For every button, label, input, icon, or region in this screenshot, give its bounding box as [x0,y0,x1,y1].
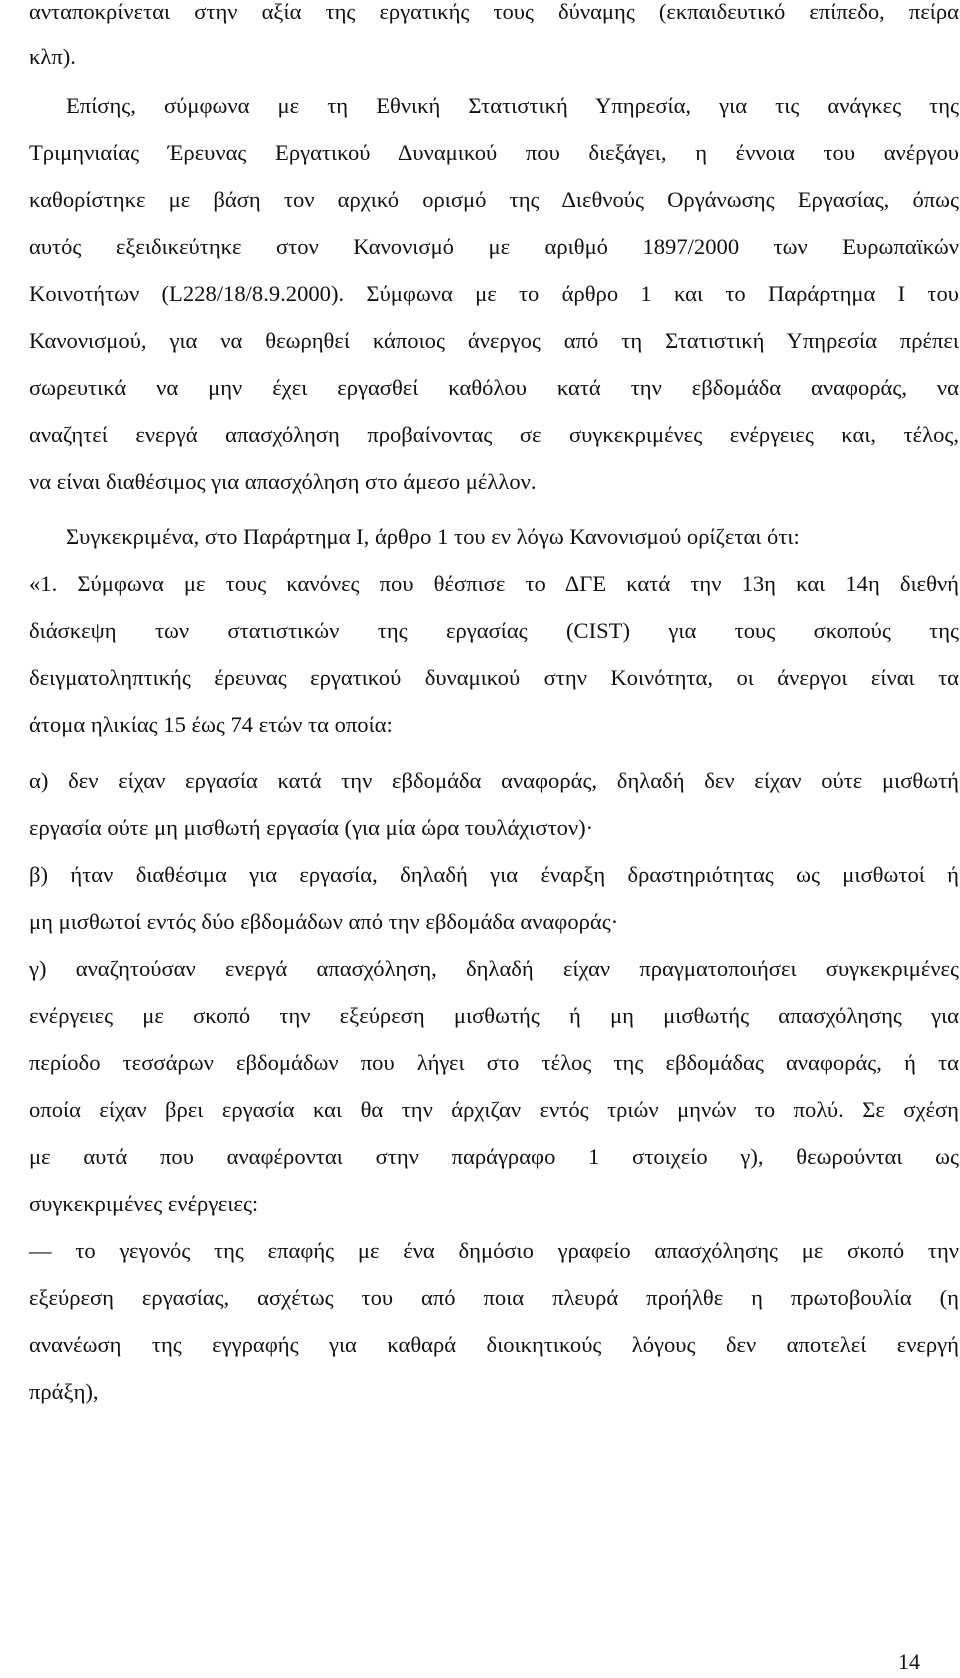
text-line: ανταποκρίνεται στην αξία της εργατικής τους δύναμης (εκπαιδευτικό επίπεδο, πείρα [29,0,959,24]
page-number: 14 [898,1649,920,1674]
list-item-c: γ) αναζητούσαν ενεργά απασχόληση, δηλαδή είχαν πραγματοποιήσει συγκεκριμένες [29,956,959,981]
text-line: αυτός εξειδικεύτηκε στον Κανονισμό με αριθμό 1897/2000 των Ευρωπαϊκών [29,234,959,259]
text-line: δειγματοληπτικής έρευνας εργατικού δυναμικού στην Κοινότητα, οι άνεργοι είναι τα [29,665,959,690]
text-line: οποία είχαν βρει εργασία και θα την άρχιζαν εντός τριών μηνών το πολύ. Σε σχέση [29,1097,959,1122]
text-line: Τριμηνιαίας Έρευνας Εργατικού Δυναμικού που διεξάγει, η έννοια του ανέργου [29,140,959,165]
dash-list-item: — το γεγονός της επαφής με ένα δημόσιο γραφείο απασχόλησης με σκοπό την [29,1238,959,1263]
text-line: να είναι διαθέσιμος για απασχόληση στο άμεσο μέλλον. [29,469,537,494]
text-line: μη μισθωτοί εντός δύο εβδομάδων από την εβδομάδα αναφοράς· [29,909,619,934]
text-line: καθορίστηκε με βάση τον αρχικό ορισμό της Διεθνούς Οργάνωσης Εργασίας, όπως [29,187,959,212]
list-item-a: α) δεν είχαν εργασία κατά την εβδομάδα αναφοράς, δηλαδή δεν είχαν ούτε μισθωτή [29,768,959,793]
text-line: πράξη), [29,1379,99,1404]
text-line: με αυτά που αναφέρονται στην παράγραφο 1 στοιχείο γ), θεωρούνται ως [29,1144,959,1169]
text-line: αναζητεί ενεργά απασχόληση προβαίνοντας σε συγκεκριμένες ενέργειες και, τέλος, [29,422,959,447]
paragraph-first-line: Επίσης, σύμφωνα με τη Εθνική Στατιστική Υπηρεσία, για τις ανάγκες της [66,93,959,118]
text-line: εργασία ούτε μη μισθωτή εργασία (για μία ώρα τουλάχιστον)· [29,815,594,840]
text-line: περίοδο τεσσάρων εβδομάδων που λήγει στο τέλος της εβδομάδας αναφοράς, ή τα [29,1050,959,1075]
list-item-b: β) ήταν διαθέσιμα για εργασία, δηλαδή για έναρξη δραστηριότητας ως μισθωτοί ή [29,862,959,887]
text-line: Κανονισμού, για να θεωρηθεί κάποιος άνεργος από τη Στατιστική Υπηρεσία πρέπει [29,328,959,353]
text-line: άτομα ηλικίας 15 έως 74 ετών τα οποία: [29,712,393,737]
text-line: διάσκεψη των στατιστικών της εργασίας (CIST) για τους σκοπούς της [29,618,959,643]
text-line: συγκεκριμένες ενέργειες: [29,1191,259,1216]
text-line: κλπ). [29,44,76,69]
text-line: Κοινοτήτων (L228/18/8.9.2000). Σύμφωνα με το άρθρο 1 και το Παράρτημα Ι του [29,281,959,306]
paragraph-first-line: Συγκεκριμένα, στο Παράρτημα Ι, άρθρο 1 του εν λόγω Κανονισμού ορίζεται ότι: [66,524,800,549]
text-line: σωρευτικά να μην έχει εργασθεί καθόλου κατά την εβδομάδα αναφοράς, να [29,375,959,400]
text-line: ενέργειες με σκοπό την εξεύρεση μισθωτής ή μη μισθωτής απασχόλησης για [29,1003,959,1028]
text-line: «1. Σύμφωνα με τους κανόνες που θέσπισε το ΔΓΕ κατά την 13η και 14η διεθνή [29,571,959,596]
text-line: ανανέωση της εγγραφής για καθαρά διοικητικούς λόγους δεν αποτελεί ενεργή [29,1332,959,1357]
text-line: εξεύρεση εργασίας, ασχέτως του από ποια πλευρά προήλθε η πρωτοβουλία (η [29,1285,959,1310]
